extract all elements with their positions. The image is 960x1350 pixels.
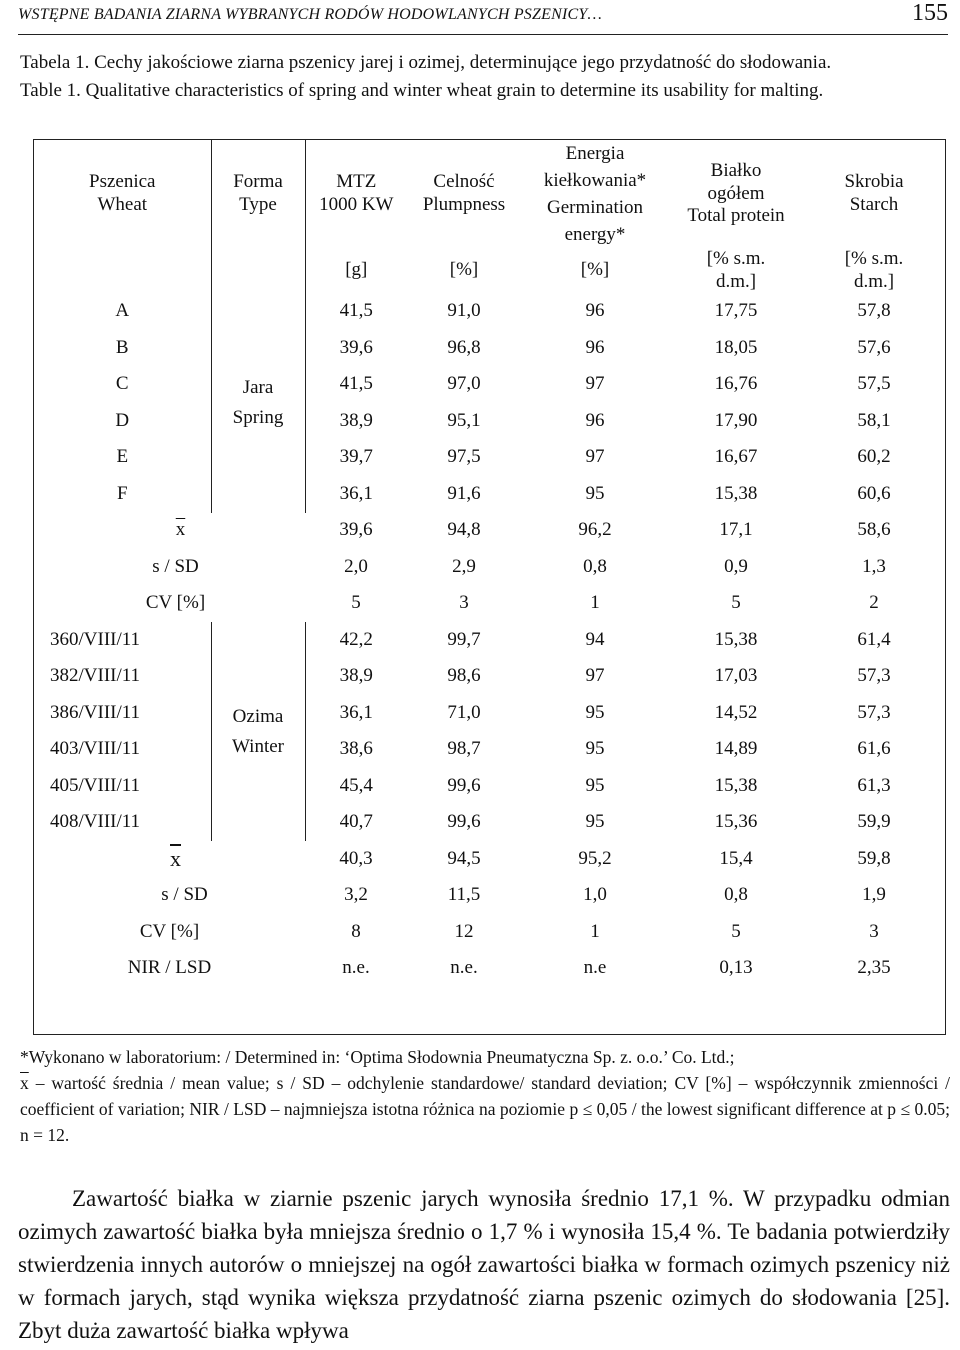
value-cell: 15,38 [714,482,758,504]
value-cell: 1,9 [862,884,886,906]
value-cell: 15,4 [719,847,753,869]
data-table [33,139,946,1035]
value-cell: 18,05 [714,336,758,358]
value-cell: 60,2 [857,446,891,468]
value-cell: 42,2 [339,628,373,650]
table-row [34,294,945,331]
value-cell: 40,7 [339,811,373,833]
value-cell: 94,5 [447,847,481,869]
value-cell: 1 [590,592,600,614]
value-cell: 41,5 [339,373,373,395]
value-cell: 0,8 [583,555,607,577]
value-cell: 3,2 [344,884,368,906]
value-cell: 96,2 [578,519,612,541]
table-row [34,476,945,513]
stat-row [34,951,945,988]
value-cell: 58,6 [857,519,891,541]
value-cell: n.e. [450,957,478,979]
value-cell: 59,8 [857,847,891,869]
value-cell: 99,6 [447,774,481,796]
stat-row [34,549,945,586]
table-row [34,622,945,659]
footnote-rest: – wartość średnia / mean value; s / SD – odchylenie standardowe/ standard deviation; CV [%] – współczynnik zmienności / coefficient of variation; NIR / LSD – najmniejsza istotna różnica na poziomie p ≤ 0,05 / the lowest significant difference at p ≤ 0.05; n = 12. [20,1073,950,1145]
value-cell: 60,6 [857,482,891,504]
stat-row [34,513,945,550]
row-label: B [34,330,211,367]
value-cell: 16,76 [714,373,758,395]
body-paragraph [18,1182,950,1347]
value-cell: n.e. [342,957,370,979]
stat-row [34,914,945,951]
value-cell: 98,7 [447,738,481,760]
value-cell: 96 [585,409,605,431]
stat-label [34,841,305,878]
value-cell: 15,38 [714,628,758,650]
value-cell: 41,5 [339,300,373,322]
value-cell: 94 [585,628,605,650]
table-row [34,805,945,842]
table-row [34,403,945,440]
mean-symbol: $\overline{x}$ [20,1073,29,1093]
header-row [34,140,945,248]
value-cell: 17,1 [719,519,753,541]
value-cell: 5 [351,592,361,614]
unit-row [34,248,945,294]
unit-germination: [%] [580,259,610,281]
running-head: WSTĘPNE BADANIA ZIARNA WYBRANYCH RODÓW HODOWLANYCH PSZENICY… [18,6,602,23]
value-cell: 15,38 [714,774,758,796]
value-cell: 97,5 [447,446,481,468]
row-label: 403/VIII/11 [50,738,141,760]
value-cell: 58,1 [857,409,891,431]
value-cell: 2,9 [452,555,476,577]
value-cell: 1,3 [862,555,886,577]
header-germination: Energia kiełkowania* Germination energy* [543,143,647,245]
header-protein: Białko ogółem Total protein [687,159,785,227]
unit-mtz: [g] [345,259,368,281]
table-caption-pl: Tabela 1. Cechy jakościowe ziarna pszenicy jarej i ozimej, determinujące jego przydatność do słodowania. [20,52,832,73]
value-cell: 97 [585,446,605,468]
value-cell: 38,9 [339,665,373,687]
value-cell: 12 [454,920,474,942]
row-label: 408/VIII/11 [50,811,141,833]
value-cell: 40,3 [339,847,373,869]
value-cell: 95,1 [447,409,481,431]
stat-label: s / SD [152,555,199,577]
value-cell: 94,8 [447,519,481,541]
value-cell: 39,6 [339,519,373,541]
value-cell: 5 [731,592,741,614]
value-cell: 38,6 [339,738,373,760]
value-cell: 2,35 [857,957,891,979]
row-label: F [34,476,211,513]
group-label-winter: Ozima Winter [211,622,305,841]
value-cell: 98,6 [447,665,481,687]
row-label: 360/VIII/11 [50,628,141,650]
value-cell: 71,0 [447,701,481,723]
unit-starch: [% s.m. d.m.] [844,248,904,292]
value-cell: 57,3 [857,701,891,723]
stat-label: NIR / LSD [127,957,212,979]
value-cell: 36,1 [339,701,373,723]
value-cell: 97,0 [447,373,481,395]
value-cell: 1 [590,920,600,942]
value-cell: 0,13 [719,957,753,979]
unit-plumpness: [%] [449,259,479,281]
group-label-spring: Jara Spring [211,294,305,513]
value-cell: 36,1 [339,482,373,504]
row-label: C [34,367,211,404]
value-cell: 99,6 [447,811,481,833]
value-cell: 11,5 [447,884,481,906]
value-cell: 45,4 [339,774,373,796]
header-starch: Skrobia Starch [844,171,904,215]
value-cell: 14,89 [714,738,758,760]
mean-symbol: $\overline{x}$ [175,519,186,541]
value-cell: 2,0 [344,555,368,577]
header-mtz: MTZ 1000 KW [319,171,394,215]
value-cell: 95 [585,774,605,796]
value-cell: n.e [583,957,607,979]
table-row [34,695,945,732]
row-label: 386/VIII/11 [50,701,141,723]
value-cell: 57,8 [857,300,891,322]
stat-row [34,878,945,915]
value-cell: 99,7 [447,628,481,650]
page-header [18,0,948,35]
value-cell: 57,5 [857,373,891,395]
table-footnote [20,1044,950,1148]
table-row [34,659,945,696]
header-wheat: Pszenica Wheat [34,140,211,248]
table-row [34,440,945,477]
table-row [34,330,945,367]
value-cell: 91,0 [447,300,481,322]
value-cell: 38,9 [339,409,373,431]
header-form: Forma Type [211,140,305,248]
value-cell: 17,03 [714,665,758,687]
value-cell: 1,0 [583,884,607,906]
value-cell: 39,6 [339,336,373,358]
value-cell: 95,2 [578,847,612,869]
stat-label [34,513,305,550]
value-cell: 39,7 [339,446,373,468]
stat-label: CV [%] [139,920,200,942]
row-label: E [34,440,211,477]
value-cell: 61,4 [857,628,891,650]
value-cell: 95 [585,482,605,504]
value-cell: 3 [459,592,469,614]
value-cell: 95 [585,811,605,833]
stat-row [34,841,945,878]
table-row [34,732,945,769]
value-cell: 61,3 [857,774,891,796]
table-caption-en: Table 1. Qualitative characteristics of spring and winter wheat grain to determine its usability for malting. [20,80,824,101]
value-cell: 0,9 [724,555,748,577]
page-number: 155 [912,0,948,26]
value-cell: 95 [585,738,605,760]
footnote-line1: *Wykonano w laboratorium: / Determined in: ‘Optima Słodownia Pneumatyczna Sp. z. o.o.’ Co. Ltd.; [20,1047,735,1067]
value-cell: 91,6 [447,482,481,504]
value-cell: 0,8 [724,884,748,906]
value-cell: 8 [351,920,361,942]
value-cell: 96,8 [447,336,481,358]
header-plumpness: Celność Plumpness [422,171,506,215]
body-paragraph-text: Zawartość białka w ziarnie pszenic jarych wynosiła średnio 17,1 %. W przypadku odmian ozimych zawartość białka była mniejsza średnio o 1,7 % i wynosiła 15,4 %. Te badania potwierdziły stwierdzenia innych autorów o mniejszej na ogół zawartości białka w formach ozimych pszenicy niż w formach jarych, stąd wynika większa przydatność ziarna pszenic ozimych do słodowania [25]. Zbyt duża zawartość białka wpływa [18,1186,950,1343]
value-cell: 95 [585,701,605,723]
value-cell: 97 [585,373,605,395]
value-cell: 57,3 [857,665,891,687]
value-cell: 5 [731,920,741,942]
value-cell: 14,52 [714,701,758,723]
value-cell: 2 [869,592,879,614]
stat-label: CV [%] [145,592,206,614]
row-label: A [34,294,211,331]
value-cell: 57,6 [857,336,891,358]
stat-row [34,586,945,623]
value-cell: 59,9 [857,811,891,833]
row-label: 382/VIII/11 [50,665,141,687]
value-cell: 61,6 [857,738,891,760]
value-cell: 17,90 [714,409,758,431]
row-label: D [34,403,211,440]
table-row [34,768,945,805]
stat-label: s / SD [161,884,208,906]
value-cell: 15,36 [714,811,758,833]
footnote-definitions [20,1070,950,1148]
value-cell: 97 [585,665,605,687]
value-cell: 96 [585,336,605,358]
value-cell: 3 [869,920,879,942]
table-row [34,367,945,404]
mean-symbol: $\overline{x}$ [170,845,181,871]
value-cell: 16,67 [714,446,758,468]
value-cell: 96 [585,300,605,322]
value-cell: 17,75 [714,300,758,322]
unit-protein: [% s.m. d.m.] [706,248,766,292]
row-label: 405/VIII/11 [50,774,141,796]
